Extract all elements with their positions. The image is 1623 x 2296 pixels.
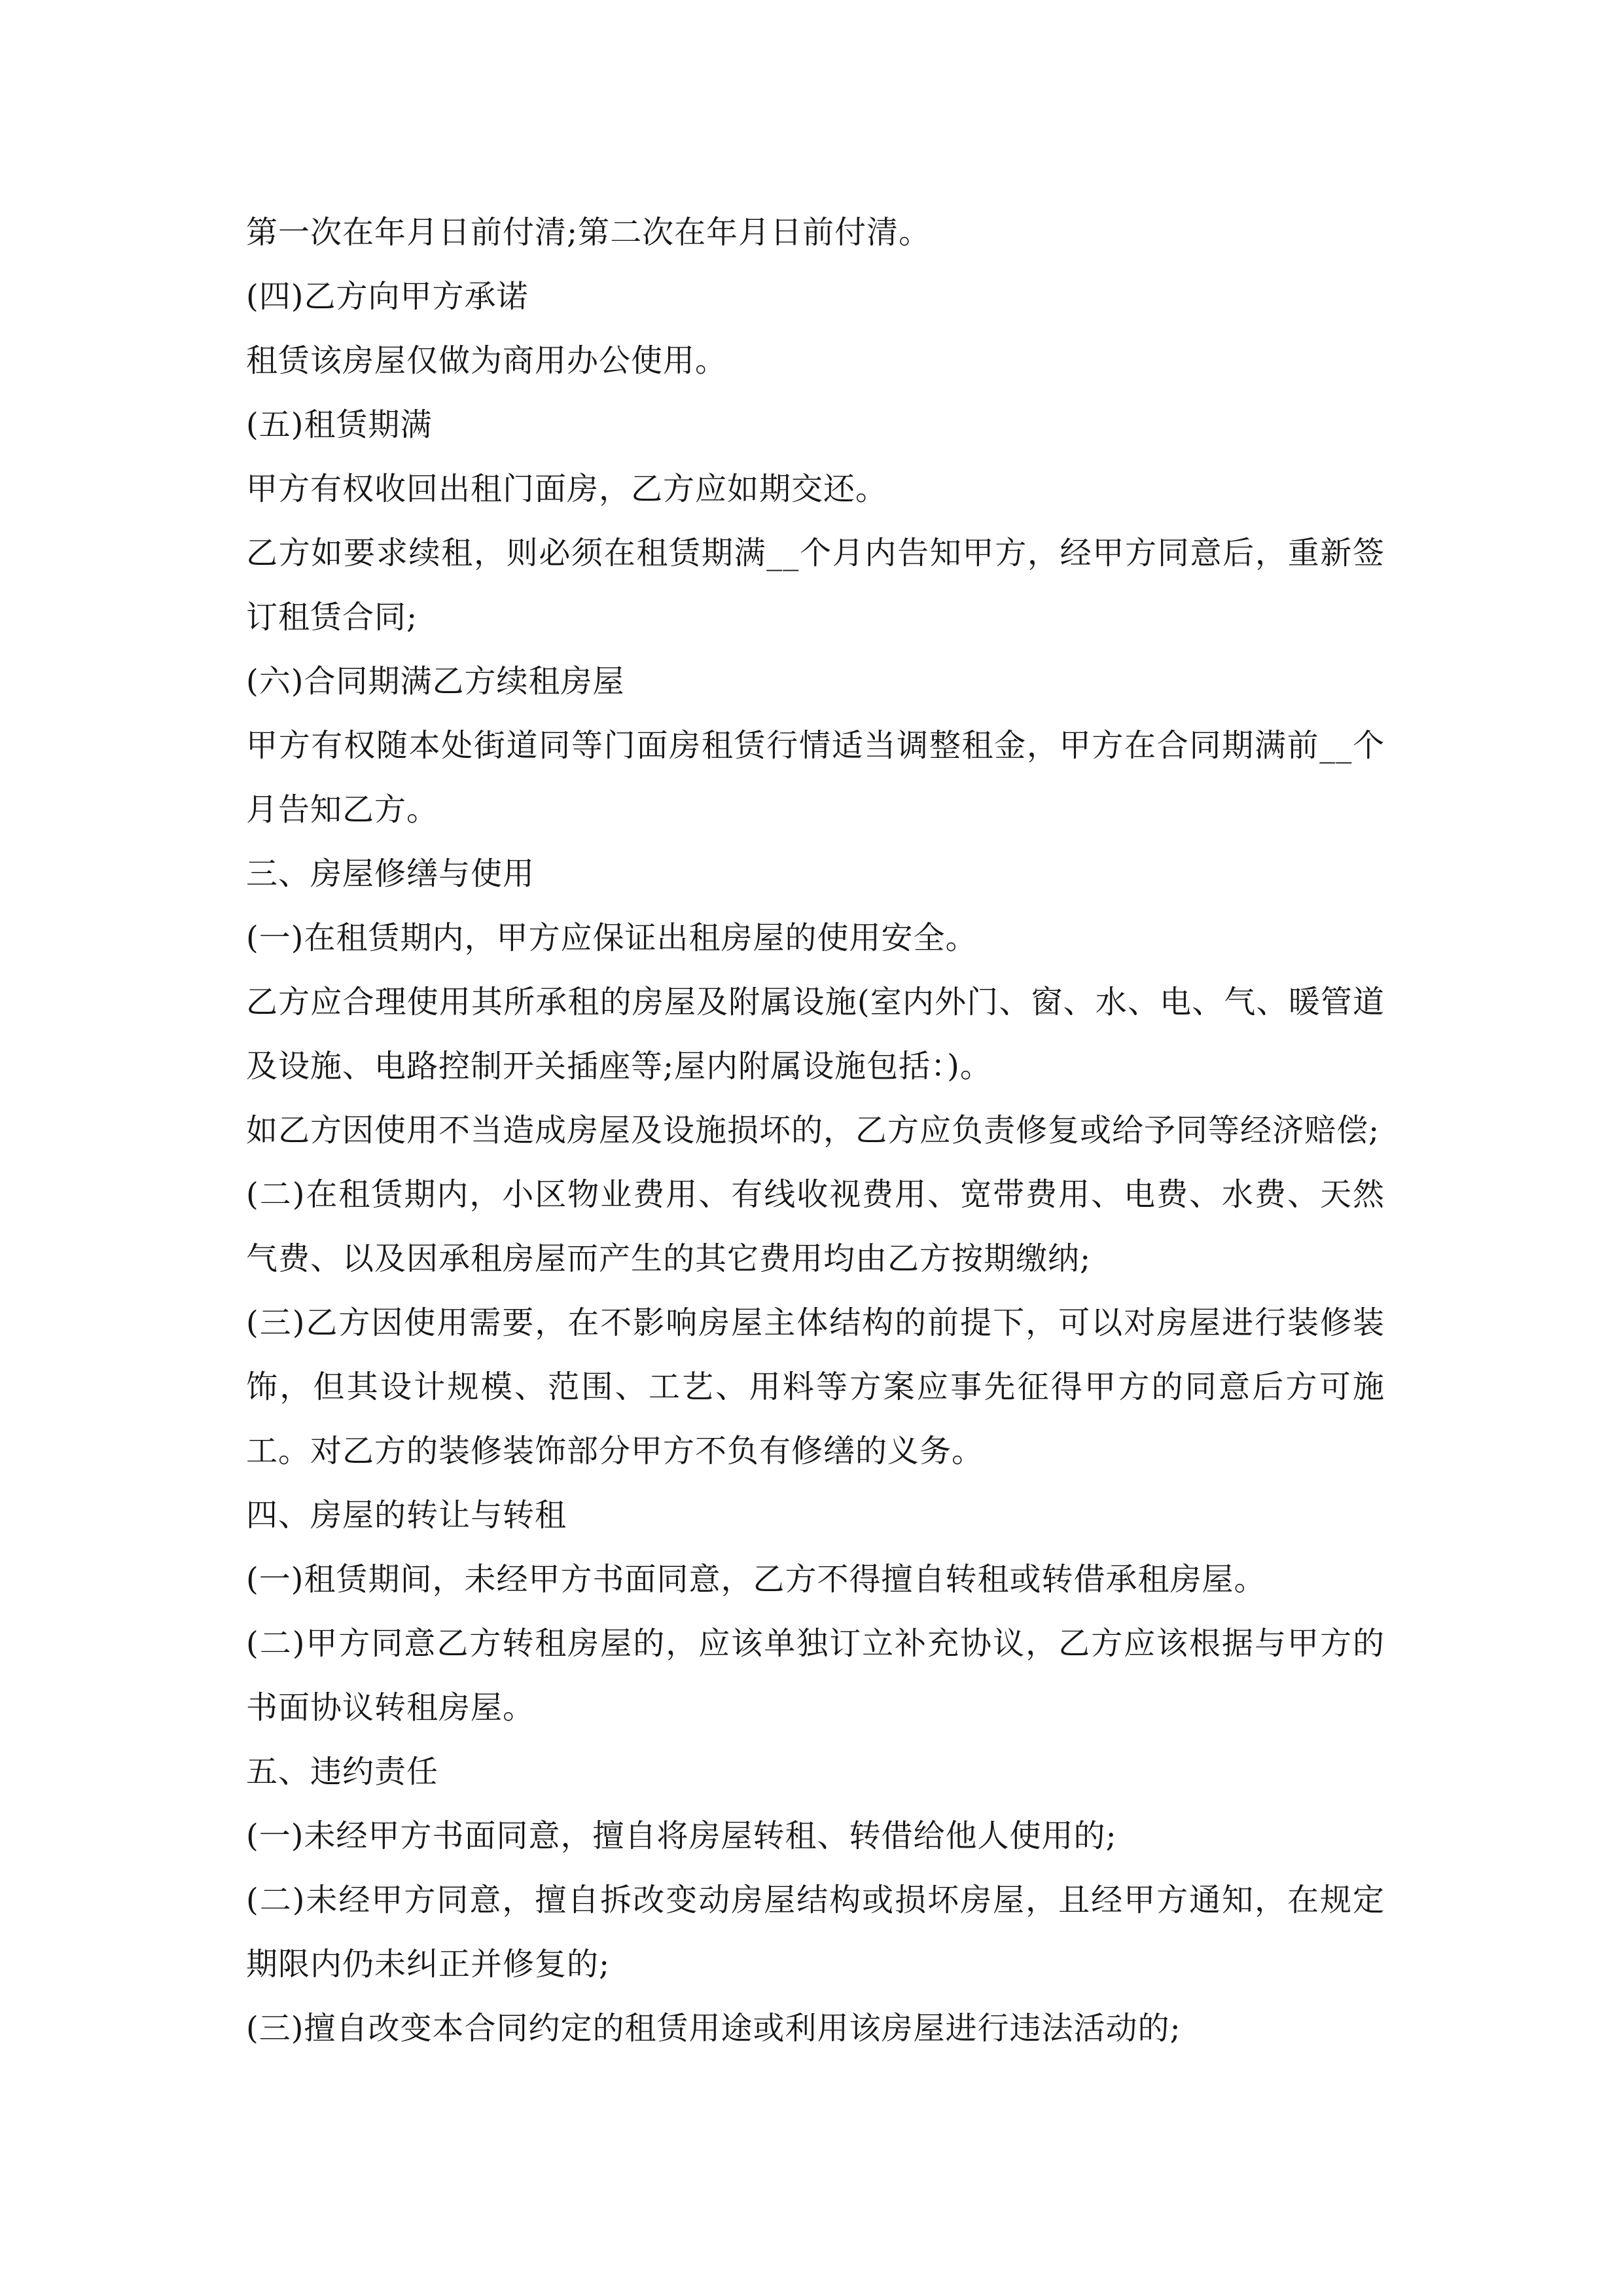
section-heading-transfer-sublease: 四、房屋的转让与转租	[246, 1497, 567, 1534]
document-body	[246, 200, 1385, 2060]
section-heading-repair-and-use: 三、房屋修缮与使用	[246, 855, 535, 892]
paragraph-usage-purpose: 租赁该房屋仅做为商用办公使用。	[246, 342, 728, 379]
section-heading-liability: 五、违约责任	[246, 1753, 439, 1790]
paragraph-renewal-request: 乙方如要求续租，则必须在租赁期满__个月内告知甲方，经甲方同意后，重新签订租赁合同;	[246, 535, 1385, 636]
paragraph-breach-sublease: (一)未经甲方书面同意，擅自将房屋转租、转借给他人使用的;	[246, 1818, 1117, 1854]
heading-lease-expiry: (五)租赁期满	[246, 406, 433, 443]
paragraph-damage-compensation: 如乙方因使用不当造成房屋及设施损坏的，乙方应负责修复或给予同等经济赔偿;	[246, 1112, 1380, 1149]
paragraph-payment-schedule: 第一次在年月日前付清;第二次在年月日前付清。	[246, 214, 931, 251]
paragraph-proper-use: 乙方应合理使用其所承租的房屋及附属设施(室内外门、窗、水、电、气、暖管道及设施、电路控制开关插座等;屋内附属设施包括：)。	[246, 984, 1385, 1085]
paragraph-breach-structure: (二)未经甲方同意，擅自拆改变动房屋结构或损坏房屋，且经甲方通知，在规定期限内仍未纠正并修复的;	[246, 1882, 1385, 1982]
paragraph-fees: (二)在租赁期内，小区物业费用、有线收视费用、宽带费用、电费、水费、天然气费、以及因承租房屋而产生的其它费用均由乙方按期缴纳;	[246, 1176, 1385, 1277]
paragraph-sublease-agreement: (二)甲方同意乙方转租房屋的，应该单独订立补充协议，乙方应该根据与甲方的书面协议转租房屋。	[246, 1625, 1385, 1726]
paragraph-no-sublease: (一)租赁期间，未经甲方书面同意，乙方不得擅自转租或转借承租房屋。	[246, 1561, 1266, 1598]
paragraph-rent-adjustment: 甲方有权随本处街道同等门面房租赁行情适当调整租金，甲方在合同期满前__个月告知乙方。	[246, 727, 1385, 828]
paragraph-decoration: (三)乙方因使用需要，在不影响房屋主体结构的前提下，可以对房屋进行装修装饰，但其设计规模、范围、工艺、用料等方案应事先征得甲方的同意后方可施工。对乙方的装修装饰部分甲方不负有修缮的义务。	[246, 1304, 1385, 1469]
paragraph-return-premises: 甲方有权收回出租门面房，乙方应如期交还。	[246, 471, 888, 507]
paragraph-breach-purpose: (三)擅自改变本合同约定的租赁用途或利用该房屋进行违法活动的;	[246, 2010, 1181, 2047]
heading-party-b-commitment: (四)乙方向甲方承诺	[246, 278, 529, 315]
paragraph-safety-guarantee: (一)在租赁期内，甲方应保证出租房屋的使用安全。	[246, 920, 978, 956]
heading-renewal-after-expiry: (六)合同期满乙方续租房屋	[246, 663, 625, 700]
